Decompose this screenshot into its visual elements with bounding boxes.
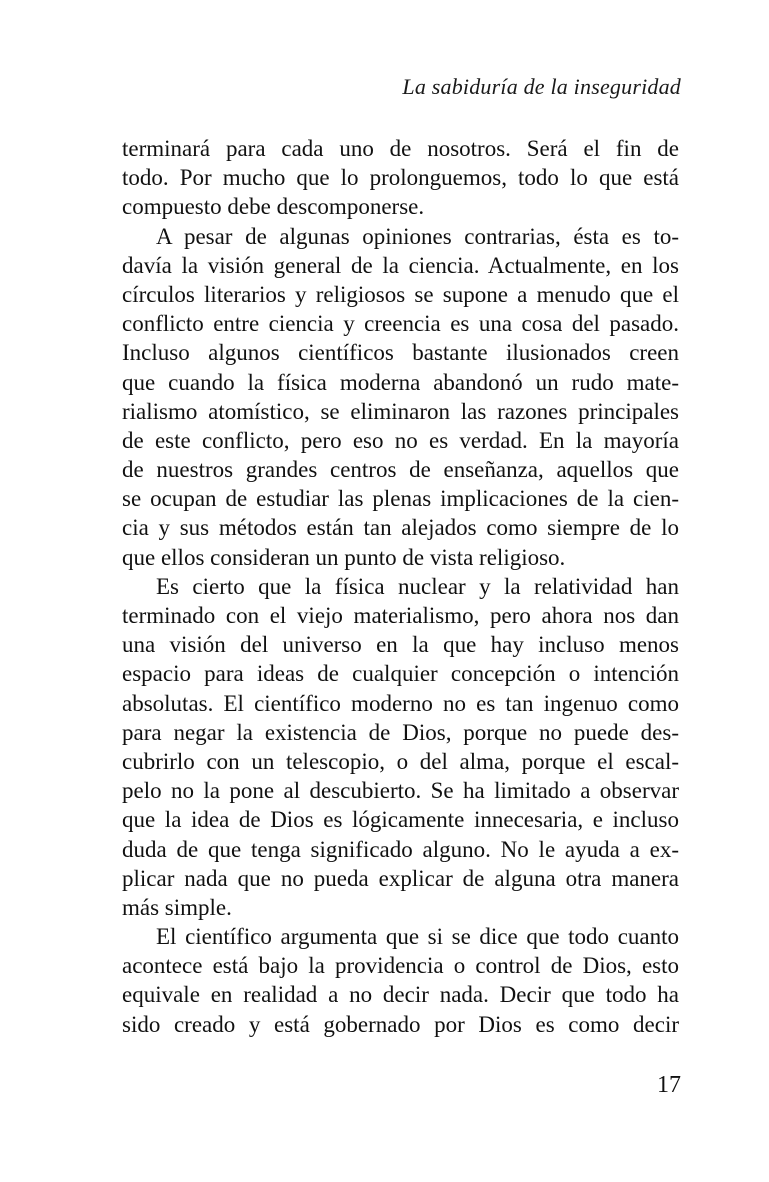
text-line: todo. Por mucho que lo prolonguemos, todo lo que está	[122, 165, 679, 191]
text-line: equivale en realidad a no decir nada. Decir que todo ha	[122, 982, 679, 1008]
text-line: absolutas. El científico moderno no es tan ingenuo como	[122, 690, 679, 716]
text-line: más simple.	[122, 894, 232, 920]
text-line: plicar nada que no pueda explicar de alguna otra manera	[122, 865, 679, 891]
text-line: duda de que tenga significado alguno. No le ayuda a ex-	[122, 836, 679, 862]
text-line: rialismo atomístico, se eliminaron las razones principales	[122, 398, 679, 424]
text-line: de nuestros grandes centros de enseñanza, aquellos que	[122, 457, 679, 483]
text-line: Es cierto que la física nuclear y la relatividad han	[156, 573, 679, 599]
text-line: se ocupan de estudiar las plenas implicaciones de la cien-	[122, 486, 679, 512]
text-line: espacio para ideas de cualquier concepción o intención	[122, 661, 679, 687]
text-line: sido creado y está gobernado por Dios es como decir	[122, 1011, 679, 1037]
text-line: cia y sus métodos están tan alejados como siempre de lo	[122, 515, 679, 541]
text-line: terminado con el viejo materialismo, pero ahora nos dan	[122, 603, 679, 628]
text-line: una visión del universo en la que hay incluso menos	[122, 632, 679, 658]
text-line: Incluso algunos científicos bastante ilusionados creen	[122, 340, 679, 366]
text-line: que cuando la física moderna abandonó un rudo mate-	[122, 369, 679, 395]
text-line: conflicto entre ciencia y creencia es una cosa del pasado.	[122, 311, 679, 337]
text-line: cubrirlo con un telescopio, o del alma, porque el escal-	[122, 748, 679, 774]
body-text	[122, 134, 679, 1039]
text-line: para negar la existencia de Dios, porque no puede des-	[122, 719, 679, 745]
text-line: que la idea de Dios es lógicamente innecesaria, e incluso	[122, 807, 679, 833]
text-line: círculos literarios y religiosos se supone a menudo que el	[122, 281, 679, 307]
text-line: A pesar de algunas opiniones contrarias, ésta es to-	[156, 223, 679, 249]
page-number: 17	[657, 1072, 681, 1098]
text-line: acontece está bajo la providencia o control de Dios, esto	[122, 953, 679, 979]
text-line: pelo no la pone al descubierto. Se ha limitado a observar	[122, 778, 679, 804]
text-line: El científico argumenta que si se dice que todo cuanto	[156, 924, 679, 950]
running-header: La sabiduría de la inseguridad	[402, 74, 681, 99]
text-line: terminará para cada uno de nosotros. Será el fin de	[122, 136, 679, 161]
text-line: compuesto debe descomponerse.	[122, 194, 425, 220]
text-line: de este conflicto, pero eso no es verdad. En la mayoría	[122, 427, 679, 453]
text-line: que ellos consideran un punto de vista religioso.	[122, 544, 566, 570]
text-line: davía la visión general de la ciencia. Actualmente, en los	[122, 252, 679, 278]
